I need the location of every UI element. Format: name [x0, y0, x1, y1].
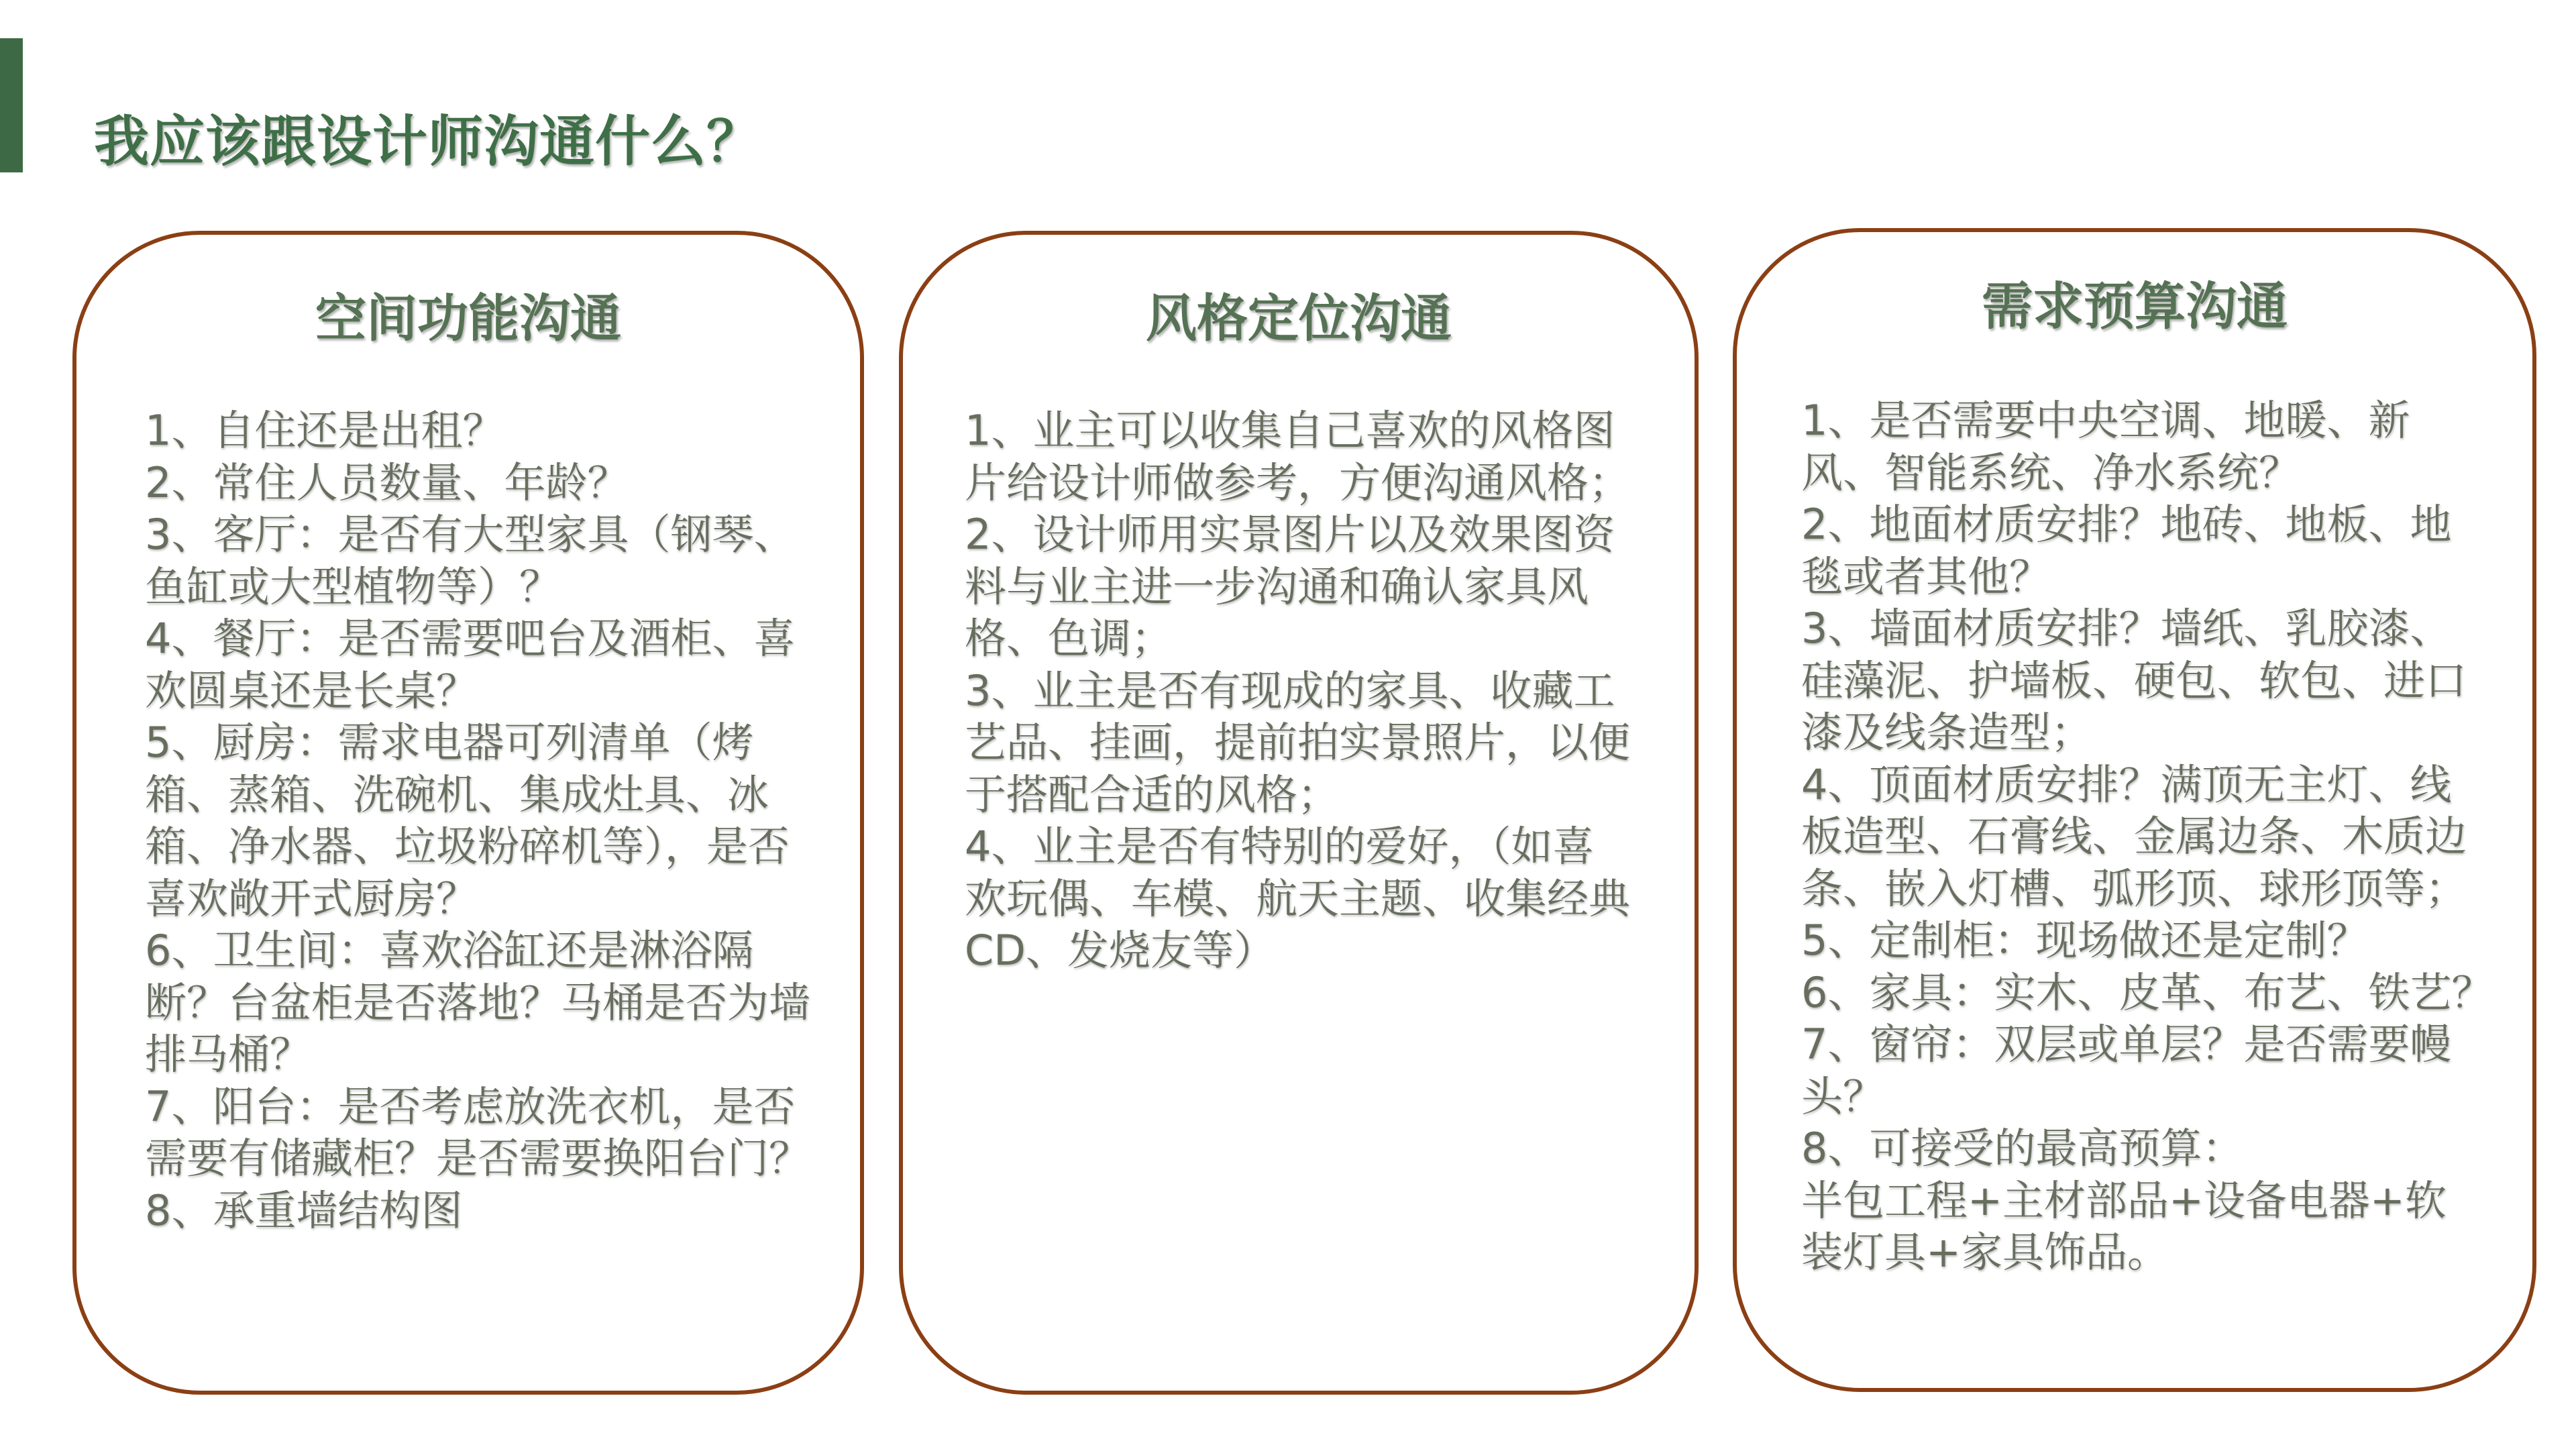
list-item: 4、餐厅：是否需要吧台及酒柜、喜欢圆桌还是长桌？ [145, 614, 796, 715]
card-space-function [72, 231, 864, 1395]
list-item: 3、客厅：是否有大型家具（钢琴、鱼缸或大型植物等）？ [145, 510, 796, 611]
list-item: 5、厨房：需求电器可列清单（烤箱、蒸箱、洗碗机、集成灶具、冰箱、净水器、垃圾粉碎机等），是否喜欢敞开式厨房？ [145, 718, 790, 923]
page-title: 我应该跟设计师沟通什么？ [94, 110, 763, 174]
card-style-positioning [899, 231, 1699, 1395]
list-item: 1、自住还是出租？ [145, 406, 504, 455]
list-item: 4、业主是否有特别的爱好，（如喜欢玩偶、车模、航天主题、收集经典CD、发烧友等） [965, 822, 1631, 975]
card-item-list [1801, 394, 2519, 1279]
card-title: 风格定位沟通 [1146, 288, 1452, 348]
card-item-list [965, 405, 1642, 977]
list-item: 2、设计师用实景图片以及效果图资料与业主进一步沟通和确认家具风格、色调； [965, 510, 1615, 663]
list-item: 6、卫生间：喜欢浴缸还是淋浴隔断？台盆柜是否落地？马桶是否为墙排马桶？ [145, 926, 811, 1079]
list-item: 1、业主可以收集自己喜欢的风格图片给设计师做参考，方便沟通风格； [965, 406, 1631, 507]
card-title: 空间功能沟通 [315, 288, 621, 348]
list-item: 7、窗帘：双层或单层？是否需要幔头？ [1801, 1020, 2452, 1121]
accent-bar [0, 38, 23, 172]
card-item-list [145, 405, 883, 1236]
list-item: 4、顶面材质安排？满顶无主灯、线板造型、石膏线、金属边条、木质边条、嵌入灯槽、弧形顶、球形顶等； [1801, 759, 2467, 913]
card-demand-budget [1733, 228, 2536, 1392]
card-title: 需求预算沟通 [1982, 276, 2288, 336]
list-item: 8、可接受的最高预算： [1801, 1124, 2244, 1173]
list-item: 5、定制柜：现场做还是定制？ [1801, 916, 2369, 965]
list-item: 1、是否需要中央空调、地暖、新风、智能系统、净水系统？ [1801, 396, 2410, 497]
list-item: 7、阳台：是否考虑放洗衣机，是否需要有储藏柜？是否需要换阳台门？ [145, 1081, 811, 1183]
list-item: 3、墙面材质安排？墙纸、乳胶漆、硅藻泥、护墙板、硬包、软包、进口漆及线条造型； [1801, 604, 2467, 757]
list-item: 2、常住人员数量、年龄？ [145, 458, 629, 507]
list-item: 6、家具：实木、皮革、布艺、铁艺？ [1801, 967, 2493, 1017]
list-item: 半包工程+主材部品+设备电器+软装灯具+家具饰品。 [1801, 1175, 2447, 1277]
list-item: 2、地面材质安排？地砖、地板、地毯或者其他？ [1801, 500, 2452, 601]
list-item: 8、承重墙结构图 [145, 1185, 463, 1235]
list-item: 3、业主是否有现成的家具、收藏工艺品、挂画，提前拍实景照片，以便于搭配合适的风格； [965, 665, 1631, 819]
